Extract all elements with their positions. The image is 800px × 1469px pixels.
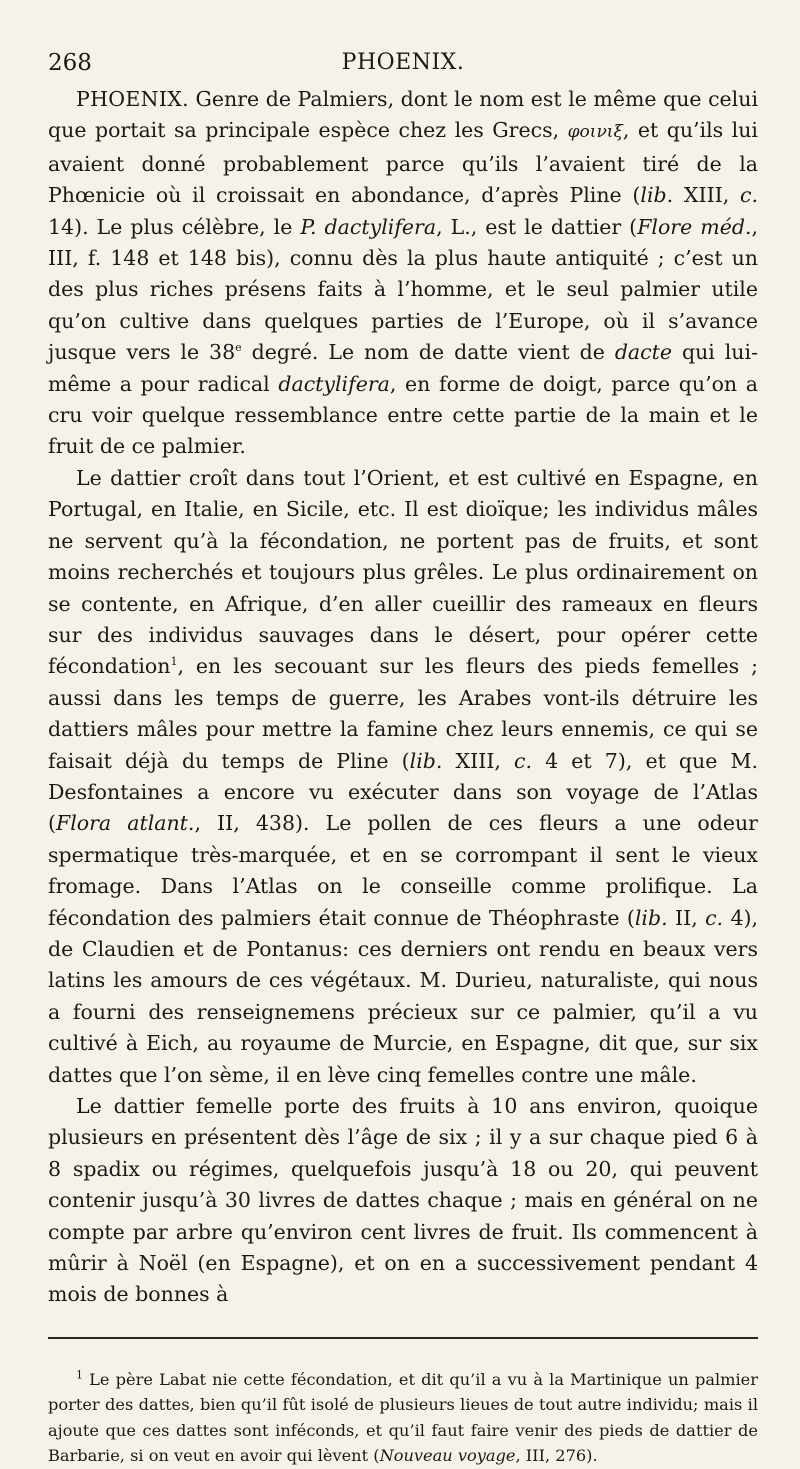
text-run: Le père Labat nie cette fécondation, et dit qu’il a vu à la Martinique un palmier porter des dattes, bien qu’il fût isolé de plusieurs lieues de tout autre individu; mais il ajoute que ces dattes sont inféconds, et qu’il faut faire venir des pieds de dattier de Barbarie, si on veut en avoir qui lèvent ( [48,1369,758,1466]
citation-nouveau-voyage: Nouveau voyage [379,1446,516,1466]
text-run: 4 et 7), et que M. Desfontaines a encore vu exécuter dans son voyage de l’Atlas ( [48,748,758,836]
footnote-reference[interactable]: 1 [170,655,178,669]
paragraph-phoenix-genus [48,84,758,463]
species-name: P. dactylifera [300,214,437,239]
text-run: 14). Le plus célèbre, le [48,214,301,239]
ordinal-suffix: e [235,341,242,355]
text-run: 4), de Claudien et de Pontanus: ces derniers ont rendu en beaux vers latins les amours de ces végétaux. M. Durieu, naturaliste, qui nous a fourni des renseignemens précieux sur ce palmier, qu’il a vu cultivé à Eich, au royaume de Murcie, en Espagne, dit que, sur six dattes que l’on sème, il en lève cinq femelles contre une mâle. [48,905,758,1087]
citation-flore-med: Flore méd. [637,214,752,239]
citation-lib: lib. [634,905,668,930]
text-run: Le dattier croît dans tout l’Orient, et est cultivé en Espagne, en Portugal, en Italie, en Sicile, etc. Il est dioïque; les individus mâles ne servent qu’à la fécondation, ne portent pas de fruits, et sont moins recherchés et toujours plus grêles. Le plus ordinairement on se contente, en Afrique, d’en aller cueillir des rameaux en fleurs sur des individus sauvages dans le désert, pour opérer cette fécondation [48,465,758,679]
footnote-1 [48,1367,758,1469]
text-run: qui lui-même a pour radical [48,340,758,396]
running-title: PHOENIX. [341,50,465,75]
text-run: , II, 438). Le pollen de ces fleurs a une odeur spermatique très-marquée, et en se corrompant il sent le vieux fromage. Dans l’Atlas on le conseille comme prolifique. La fécondation des palmiers était connue de Théophraste ( [48,811,758,930]
text-run: , en forme de doigt, parce qu’on a cru voir quelque ressemblance entre cette partie de la main et le fruit de ce palmier. [48,371,758,459]
text-run: XIII, [673,183,741,208]
page-number: 268 [48,50,92,76]
word-dacte: dacte [614,340,673,365]
text-run: , III, 276). [515,1446,598,1466]
paragraph-fruiting [48,1091,758,1311]
citation-flora-atlant: Flora atlant. [56,811,195,836]
text-run: , L., est le dattier ( [436,214,638,239]
word-dactylifera: dactylifera [278,371,390,396]
entry-headword: PHOENIX. [76,87,189,111]
running-head [48,50,758,80]
text-run: degré. Le nom de datte vient de [241,340,615,365]
footnote-divider [48,1337,758,1339]
citation-chapter: c. [705,905,724,930]
greek-word: φοινιξ [567,122,623,143]
main-text [48,84,758,1311]
footnotes [48,1367,758,1469]
footnote-mark: 1 [76,1368,83,1382]
text-run: , III, f. 148 et 148 bis), connu dès la plus haute antiquité ; c’est un des plus riches présens faits à l’homme, et le seul palmier utile qu’on cultive dans quelques parties de l’Europe, où il s’avance jusque vers le 38 [48,214,758,365]
text-run: II, [667,905,706,930]
text-run: Genre de Palmiers, dont le nom est le même que celui que portait sa principale espèce chez les Grecs, [48,87,758,143]
citation-lib: lib. [640,183,674,208]
text-run: , en les secouant sur les fleurs des pieds femelles ; aussi dans les temps de guerre, les Arabes vont-ils détruire les dattiers mâles pour mettre la famine chez leurs ennemis, ce qui se faisait déjà du temps de Pline ( [48,654,758,773]
text-run: XIII, [442,748,515,773]
paragraph-date-palm-culture [48,463,758,1091]
text-run: , et qu’ils lui avaient donné probablement parce qu’ils l’avaient tiré de la Phœnicie où il croissait en abondance, d’après Pline ( [48,118,758,208]
citation-lib: lib. [409,748,443,773]
text-run: Le dattier femelle porte des fruits à 10 ans environ, quoique plusieurs en présentent dès l’âge de six ; il y a sur chaque pied 6 à 8 spadix ou régimes, quelquefois jusqu’à 18 ou 20, qui peuvent contenir jusqu’à 30 livres de dattes chaque ; mais en général on ne compte par arbre qu’environ cent livres de fruit. Ils commencent à mûrir à Noël (en Espagne), et on en a successivement pendant 4 mois de bonnes à [48,1094,758,1307]
citation-chapter: c. [740,183,759,208]
citation-chapter: c. [514,748,533,773]
